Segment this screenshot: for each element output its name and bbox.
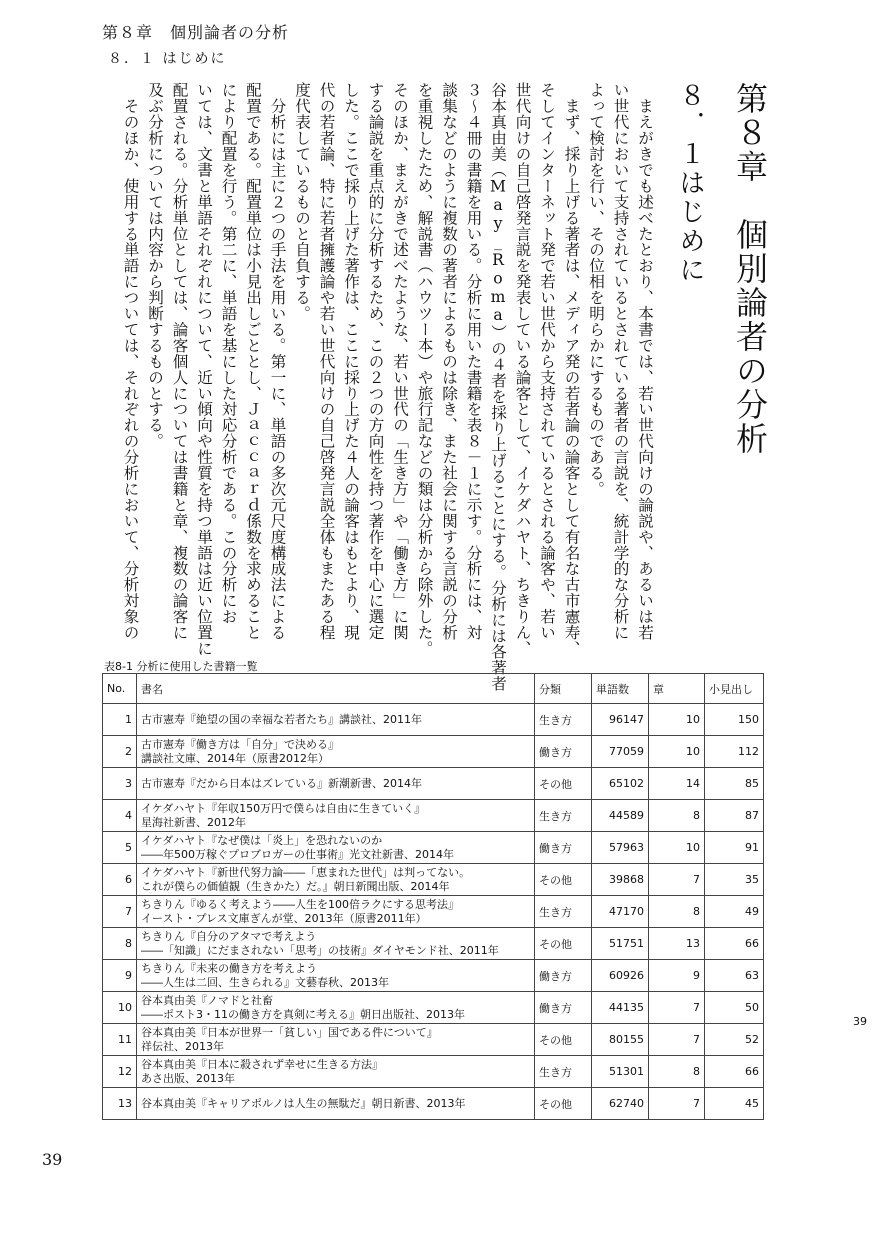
body-column: により配置を行う。第二に、単語を基にした対応分析である。この分析にお xyxy=(219,82,238,625)
section-title: ８．１はじめに xyxy=(675,82,705,285)
body-column: を重視したため、解説書（ハウツー本）や旅行記などの類は分析から除外した。 xyxy=(415,82,434,657)
cell-subheadings: 49 xyxy=(705,896,764,928)
cell-chapters: 7 xyxy=(649,1088,705,1120)
table-row xyxy=(103,832,764,864)
table-row xyxy=(103,1088,764,1120)
cell-title xyxy=(137,832,535,864)
title-line: ちきりん『自分のアタマで考えよう xyxy=(141,929,317,943)
cell-no: 13 xyxy=(103,1088,137,1120)
table-row xyxy=(103,992,764,1024)
cell-category: 生き方 xyxy=(535,896,592,928)
table-caption: 表8-1 分析に使用した書籍一覧 xyxy=(104,660,258,673)
cell-word-count: 77059 xyxy=(592,736,649,768)
cell-title xyxy=(137,800,535,832)
header-subheadings: 小見出し xyxy=(705,674,764,704)
cell-word-count: 44135 xyxy=(592,992,649,1024)
cell-category: 生き方 xyxy=(535,800,592,832)
cell-subheadings: 35 xyxy=(705,864,764,896)
books-table xyxy=(102,673,764,1120)
cell-title xyxy=(137,896,535,928)
cell-category: 働き方 xyxy=(535,736,592,768)
chapter-title: 第８章 個別論者の分析 xyxy=(731,82,769,456)
cell-category: その他 xyxy=(535,864,592,896)
cell-word-count: 44589 xyxy=(592,800,649,832)
cell-chapters: 7 xyxy=(649,1024,705,1056)
title-line: イースト・プレス文庫ぎんが堂、2013年（原書2011年） xyxy=(141,911,427,925)
cell-title xyxy=(137,864,535,896)
body-column: 代の若者論、特に若者擁護論や若い世代向けの自己啓発言説全体もまたある程 xyxy=(317,82,336,641)
title-line: 講談社文庫、2014年（原書2012年） xyxy=(141,751,329,765)
cell-subheadings: 66 xyxy=(705,1056,764,1088)
title-line: 星海社新書、2012年 xyxy=(141,815,246,829)
cell-word-count: 65102 xyxy=(592,768,649,800)
body-column: よって検討を行い、その位相を明らかにするものである。 xyxy=(587,82,605,497)
running-head: 第８章 個別論者の分析 xyxy=(102,23,290,42)
body-column: まえがきでも述べたとおり、本書では、若い世代向けの論説や、あるいは若 xyxy=(636,82,654,641)
page-number: 39 xyxy=(42,1150,63,1169)
cell-subheadings: 112 xyxy=(705,736,764,768)
cell-word-count: 96147 xyxy=(592,704,649,736)
cell-category: 生き方 xyxy=(535,1056,592,1088)
cell-subheadings: 45 xyxy=(705,1088,764,1120)
header-category: 分類 xyxy=(535,674,592,704)
body-column: 配置である。配置単位は小見出しごととし、Ｊａｃｃａｒｄ係数を求めること xyxy=(244,82,262,641)
title-line: ちきりん『未来の働き方を考えよう xyxy=(141,961,317,975)
body-column: 分析には主に２つの手法を用いる。第一に、単語の多次元尺度構成法による xyxy=(268,82,287,641)
cell-chapters: 13 xyxy=(649,928,705,960)
cell-chapters: 9 xyxy=(649,960,705,992)
title-line: ――「知識」にだまされない「思考」の技術』ダイヤモンド社、2011年 xyxy=(141,943,499,957)
cell-word-count: 60926 xyxy=(592,960,649,992)
body-column: 配置される。分析単位としては、論客個人については書籍と章、複数の論客に xyxy=(170,82,189,641)
cell-category: 働き方 xyxy=(535,832,592,864)
body-column: そしてインターネット発で若い世代から支持されているとされる論客や、若い xyxy=(538,82,556,641)
cell-chapters: 8 xyxy=(649,800,705,832)
cell-word-count: 47170 xyxy=(592,896,649,928)
cell-category: その他 xyxy=(535,768,592,800)
table-row xyxy=(103,1024,764,1056)
cell-title xyxy=(137,992,535,1024)
body-column: そのほか、使用する単語については、それぞれの分析において、分析対象の xyxy=(121,82,140,641)
title-line: 谷本真由美『日本に殺されず幸せに生きる方法』 xyxy=(141,1057,383,1071)
cell-title xyxy=(137,960,535,992)
body-column: 世代向けの自己啓発言説を発表している論客として、イケダハヤト、ちきりん、 xyxy=(513,82,532,657)
title-line: 谷本真由美『ノマドと社畜 xyxy=(141,993,273,1007)
table-row xyxy=(103,864,764,896)
cell-chapters: 10 xyxy=(649,832,705,864)
cell-category: その他 xyxy=(535,928,592,960)
cell-subheadings: 91 xyxy=(705,832,764,864)
header-no: No. xyxy=(103,674,137,704)
cell-title xyxy=(137,1024,535,1056)
body-column: した。ここで採り上げた著作は、ここに採り上げた４人の論客はもとより、現 xyxy=(342,82,360,641)
cell-category: 働き方 xyxy=(535,992,592,1024)
cell-word-count: 51301 xyxy=(592,1056,649,1088)
table-header-row xyxy=(103,674,764,704)
cell-no: 6 xyxy=(103,864,137,896)
margin-page-number: 39 xyxy=(853,1015,867,1028)
cell-chapters: 10 xyxy=(649,704,705,736)
cell-no: 10 xyxy=(103,992,137,1024)
cell-subheadings: 85 xyxy=(705,768,764,800)
title-line: 祥伝社、2013年 xyxy=(141,1039,224,1053)
title-line: 古市憲寿『働き方は「自分」で決める』 xyxy=(141,737,339,751)
cell-subheadings: 50 xyxy=(705,992,764,1024)
cell-subheadings: 52 xyxy=(705,1024,764,1056)
body-column: する論説を重点的に分析するため、この２つの方向性を持つ著作を中心に選定 xyxy=(366,82,385,641)
cell-title xyxy=(137,768,535,800)
title-line: これが僕らの価値観（生きかた）だ。』朝日新聞出版、2014年 xyxy=(141,879,450,893)
cell-subheadings: 87 xyxy=(705,800,764,832)
title-line: イケダハヤト『年収150万円で僕らは自由に生きていく』 xyxy=(141,801,426,815)
cell-category: 生き方 xyxy=(535,704,592,736)
cell-subheadings: 66 xyxy=(705,928,764,960)
cell-no: 4 xyxy=(103,800,137,832)
cell-no: 1 xyxy=(103,704,137,736)
cell-category: その他 xyxy=(535,1024,592,1056)
cell-chapters: 14 xyxy=(649,768,705,800)
body-column: ３～４冊の書籍を用いる。分析に用いた書籍を表８－１に示す。分析には、対 xyxy=(464,82,483,641)
table-row xyxy=(103,896,764,928)
cell-title xyxy=(137,928,535,960)
cell-word-count: 57963 xyxy=(592,832,649,864)
cell-no: 8 xyxy=(103,928,137,960)
cell-no: 2 xyxy=(103,736,137,768)
header-title: 書名 xyxy=(137,674,535,704)
cell-no: 5 xyxy=(103,832,137,864)
table-row xyxy=(103,960,764,992)
cell-no: 9 xyxy=(103,960,137,992)
cell-word-count: 80155 xyxy=(592,1024,649,1056)
cell-title xyxy=(137,704,535,736)
cell-no: 12 xyxy=(103,1056,137,1088)
title-line: ちきりん『ゆるく考えよう――人生を100倍ラクにする思考法』 xyxy=(141,897,459,911)
table-row xyxy=(103,768,764,800)
header-word-count: 単語数 xyxy=(592,674,649,704)
cell-category: 働き方 xyxy=(535,960,592,992)
title-line: イケダハヤト『なぜ僕は「炎上」を恐れないのか xyxy=(141,833,383,847)
cell-title xyxy=(137,736,535,768)
cell-category: その他 xyxy=(535,1088,592,1120)
body-column: い世代において支持されているとされている著者の言説を、統計学的な分析に xyxy=(611,82,630,641)
title-line: ――年500万稼ぐプロブロガーの仕事術』光文社新書、2014年 xyxy=(141,847,454,861)
cell-chapters: 8 xyxy=(649,1056,705,1088)
table-row xyxy=(103,928,764,960)
body-column: そのほか、まえがきで述べたような、若い世代の「生き方」や「働き方」に関 xyxy=(391,82,409,641)
title-line: 谷本真由美『キャリアポルノは人生の無駄だ』朝日新書、2013年 xyxy=(141,1096,466,1110)
table-row xyxy=(103,800,764,832)
cell-word-count: 51751 xyxy=(592,928,649,960)
body-column: 及ぶ分析については内容から判断するものとする。 xyxy=(146,82,164,449)
cell-no: 7 xyxy=(103,896,137,928)
cell-title xyxy=(137,1056,535,1088)
cell-chapters: 10 xyxy=(649,736,705,768)
cell-chapters: 8 xyxy=(649,896,705,928)
body-column: 度代表しているものと自負する。 xyxy=(293,82,311,322)
header-chapters: 章 xyxy=(649,674,705,704)
cell-chapters: 7 xyxy=(649,864,705,896)
title-line: ――ポスト3・11の働き方を真剣に考える』朝日出版社、2013年 xyxy=(141,1007,465,1021)
cell-no: 3 xyxy=(103,768,137,800)
cell-title xyxy=(137,1088,535,1120)
title-line: ――人生は二回、生きられる』文藝春秋、2013年 xyxy=(141,975,389,989)
title-line: 古市憲寿『だから日本はズレている』新潮新書、2014年 xyxy=(141,776,422,790)
table-row xyxy=(103,736,764,768)
body-column: まず、採り上げる著者は、メディア発の若者論の論客として有名な古市憲寿、 xyxy=(562,82,581,657)
title-line: 古市憲寿『絶望の国の幸福な若者たち』講談社、2011年 xyxy=(141,712,422,726)
body-column: いては、文書と単語それぞれについて、近い傾向や性質を持つ単語は近い位置に xyxy=(195,82,213,657)
cell-subheadings: 63 xyxy=(705,960,764,992)
cell-no: 11 xyxy=(103,1024,137,1056)
title-line: あさ出版、2013年 xyxy=(141,1071,235,1085)
cell-word-count: 39868 xyxy=(592,864,649,896)
cell-subheadings: 150 xyxy=(705,704,764,736)
table-row xyxy=(103,1056,764,1088)
table-row xyxy=(103,704,764,736)
running-subhead: ８．１ はじめに xyxy=(108,51,227,67)
cell-word-count: 62740 xyxy=(592,1088,649,1120)
cell-chapters: 7 xyxy=(649,992,705,1024)
body-column: 谷本真由美（May_Roma）の４者を採り上げることにする。分析には各著者 xyxy=(489,82,507,692)
body-column: 談集などのように複数の著者によるものは除き、また社会に関する言説の分析 xyxy=(440,82,458,641)
title-line: 谷本真由美『日本が世界一「貧しい」国である件について』 xyxy=(141,1025,438,1039)
title-line: イケダハヤト『新世代努力論――「恵まれた世代」は判ってない。 xyxy=(141,865,471,879)
